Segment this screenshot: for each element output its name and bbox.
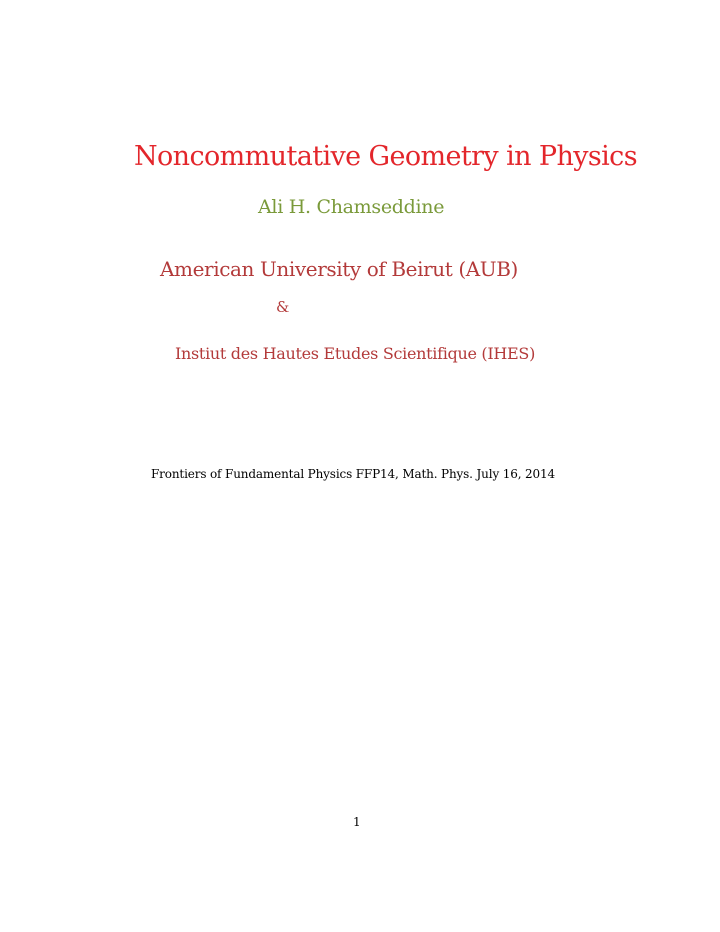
affiliation-conjunction: & [276,298,290,316]
affiliation-primary: American University of Beirut (AUB) [160,257,518,281]
page-number: 1 [353,815,361,829]
conference-info: Frontiers of Fundamental Physics FFP14, Math. Phys. July 16, 2014 [151,467,555,481]
slide-title: Noncommutative Geometry in Physics [134,141,637,172]
author-name: Ali H. Chamseddine [258,196,445,218]
affiliation-secondary: Instiut des Hautes Etudes Scientifique (IHES) [175,344,536,363]
